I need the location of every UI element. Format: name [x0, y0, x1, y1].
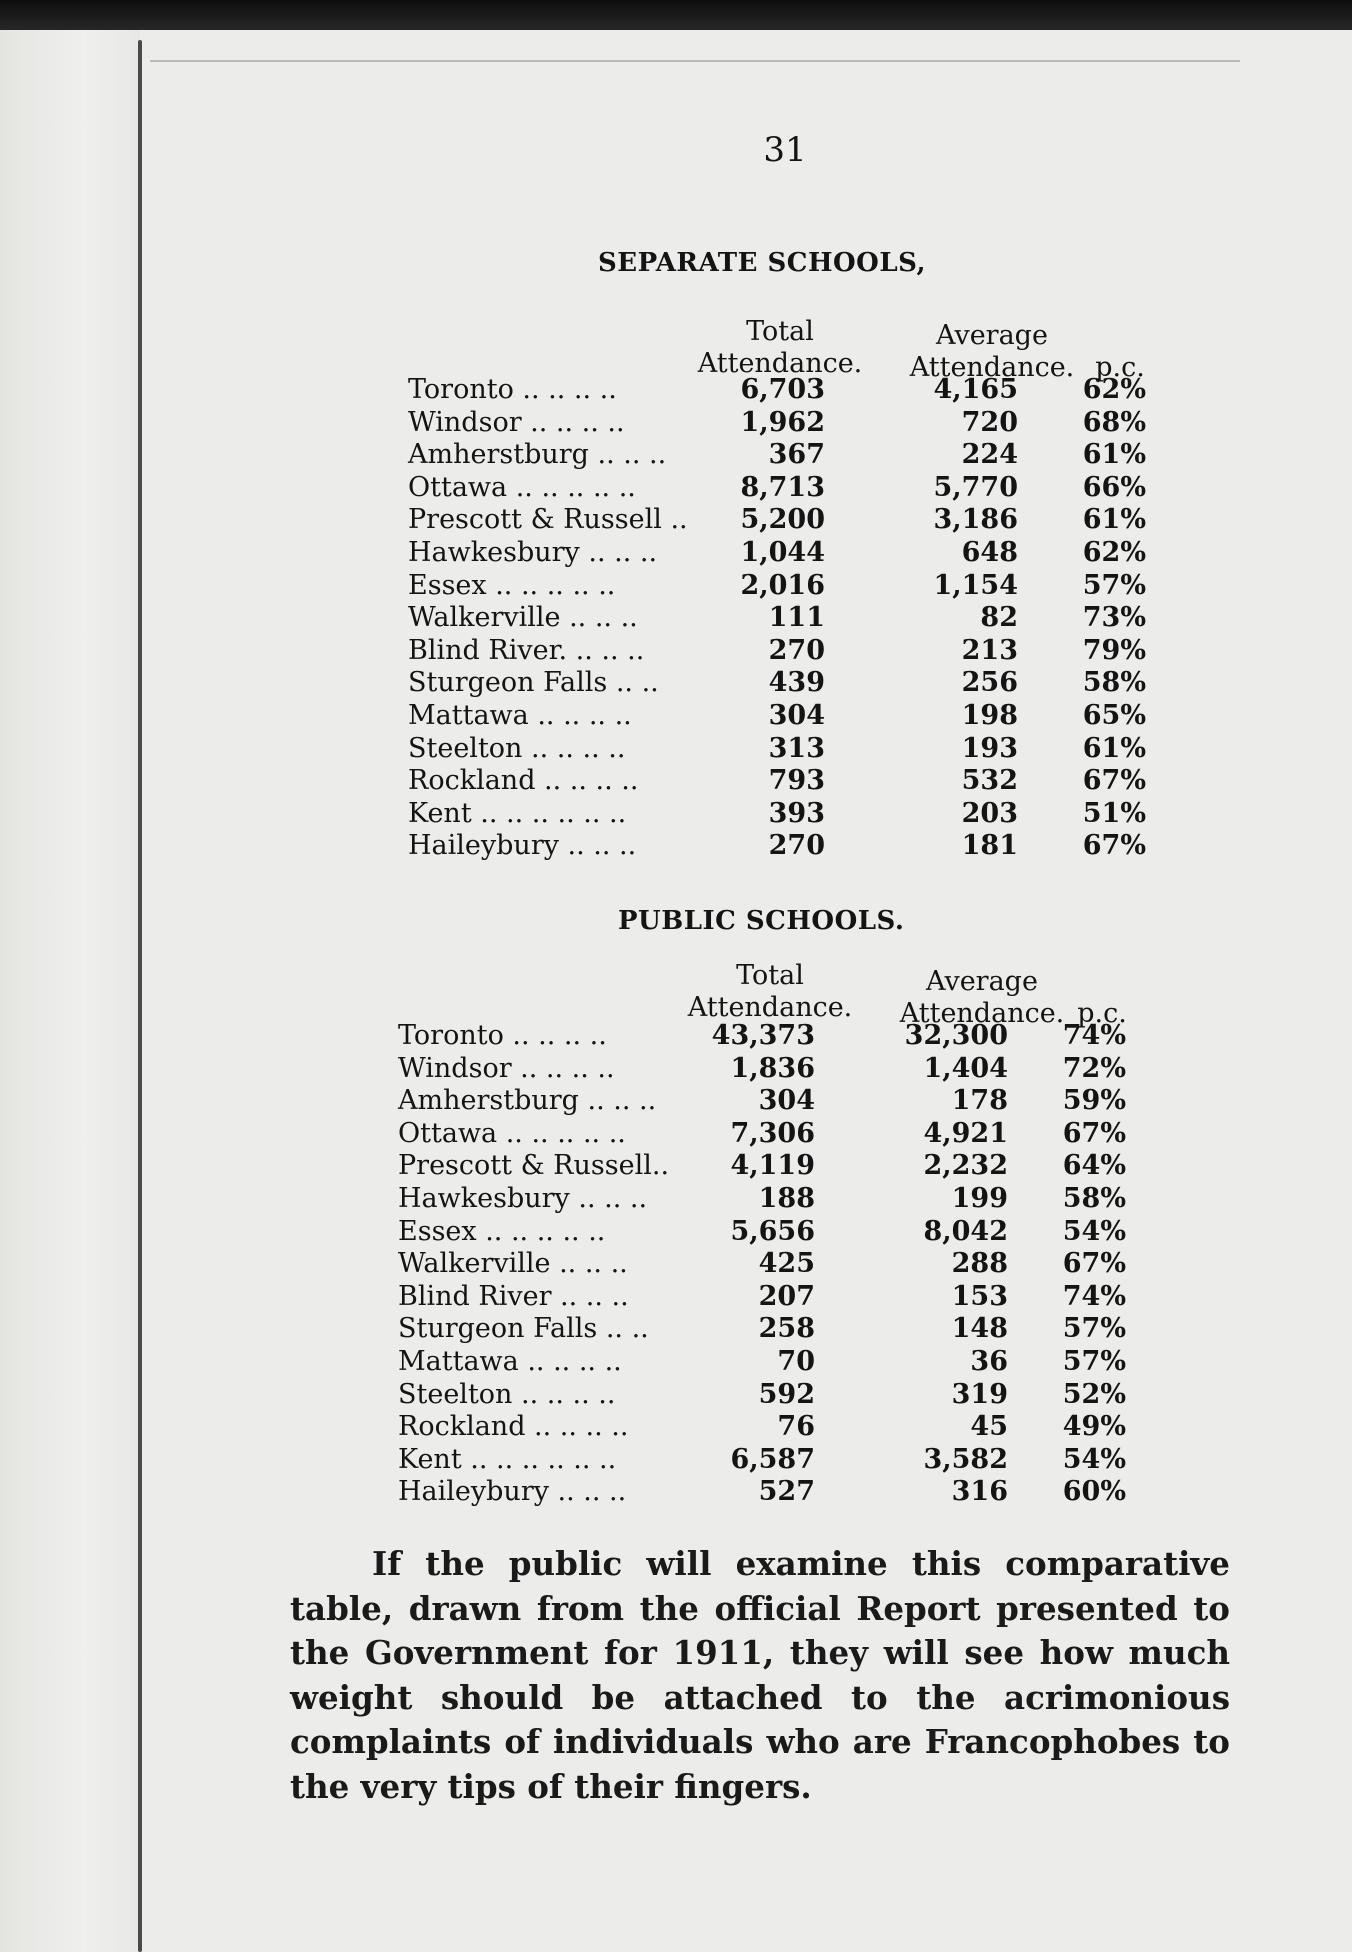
separate-name-cell: Haileybury .. .. .. [408, 830, 637, 862]
public-total-cell: 1,836 [730, 1052, 815, 1084]
separate-table-row [408, 504, 1158, 537]
public-table-row [398, 1476, 1148, 1509]
separate-avg-cell: 203 [961, 797, 1018, 829]
separate-pc-cell: 79% [1082, 634, 1146, 666]
separate-total-cell: 270 [768, 634, 825, 666]
separate-avg-cell: 82 [980, 602, 1018, 634]
public-table-row [398, 1053, 1148, 1086]
public-avg-cell: 316 [951, 1476, 1008, 1508]
public-total-cell: 70 [777, 1345, 815, 1377]
separate-total-cell: 5,200 [740, 504, 825, 536]
separate-pc-cell: 68% [1082, 406, 1146, 438]
separate-pc-cell: 51% [1082, 797, 1146, 829]
public-name-cell: Walkerville .. .. .. [398, 1248, 628, 1280]
separate-pc-cell: 66% [1082, 471, 1146, 503]
separate-name-cell: Mattawa .. .. .. .. [408, 699, 632, 731]
public-pc-cell: 59% [1062, 1085, 1126, 1117]
public-total-cell: 6,587 [730, 1443, 815, 1475]
separate-total-cell: 367 [768, 439, 825, 471]
public-table-row [398, 1183, 1148, 1216]
public-pc-cell: 57% [1062, 1313, 1126, 1345]
public-avg-cell: 1,404 [923, 1052, 1008, 1084]
separate-avg-cell: 5,770 [933, 471, 1018, 503]
page-edge-line [150, 60, 1240, 62]
separate-avg-cell: 181 [961, 830, 1018, 862]
separate-name-cell: Amherstburg .. .. .. [408, 439, 667, 471]
public-avg-cell: 148 [951, 1313, 1008, 1345]
separate-table-row [408, 602, 1158, 635]
public-table-row [398, 1346, 1148, 1379]
separate-table-row [408, 407, 1158, 440]
separate-pc-cell: 73% [1082, 602, 1146, 634]
separate-average-header-line1: Average [936, 320, 1048, 351]
public-name-cell: Haileybury .. .. .. [398, 1476, 627, 1508]
separate-table-row [408, 635, 1158, 668]
separate-name-cell: Windsor .. .. .. .. [408, 406, 625, 438]
separate-table-row [408, 733, 1158, 766]
public-pc-cell: 74% [1062, 1020, 1126, 1051]
public-avg-cell: 32,300 [904, 1020, 1008, 1051]
separate-total-cell: 393 [768, 797, 825, 829]
public-avg-cell: 199 [951, 1182, 1008, 1214]
public-total-cell: 592 [758, 1378, 815, 1410]
public-total-cell: 188 [758, 1182, 815, 1214]
separate-name-cell: Steelton .. .. .. .. [408, 732, 626, 764]
public-total-header-line2: Attendance. [687, 992, 853, 1023]
separate-avg-cell: 4,165 [933, 374, 1018, 405]
separate-name-cell: Walkerville .. .. .. [408, 602, 638, 634]
public-name-cell: Essex .. .. .. .. .. [398, 1215, 606, 1247]
separate-total-cell: 6,703 [740, 374, 825, 405]
public-pc-cell: 72% [1062, 1052, 1126, 1084]
separate-pc-cell: 61% [1082, 439, 1146, 471]
public-pc-cell: 60% [1062, 1476, 1126, 1508]
separate-total-cell: 111 [768, 602, 825, 634]
public-schools-title: PUBLIC SCHOOLS. [618, 906, 905, 936]
separate-name-cell: Toronto .. .. .. .. [408, 374, 617, 405]
separate-table-row [408, 798, 1158, 831]
separate-pc-header: p.c. [1095, 352, 1145, 383]
separate-name-cell: Kent .. .. .. .. .. .. [408, 797, 627, 829]
separate-schools-title: SEPARATE SCHOOLS, [598, 248, 927, 278]
separate-avg-cell: 648 [961, 536, 1018, 568]
separate-avg-cell: 198 [961, 699, 1018, 731]
public-pc-cell: 74% [1062, 1280, 1126, 1312]
public-table-row [398, 1085, 1148, 1118]
separate-avg-cell: 193 [961, 732, 1018, 764]
separate-pc-cell: 65% [1082, 699, 1146, 731]
separate-total-header-line2: Attendance. [697, 348, 863, 379]
public-name-cell: Sturgeon Falls .. .. [398, 1313, 649, 1345]
public-name-cell: Windsor .. .. .. .. [398, 1052, 615, 1084]
public-total-header [680, 960, 860, 1024]
public-total-cell: 43,373 [711, 1020, 815, 1051]
public-pc-cell: 54% [1062, 1443, 1126, 1475]
separate-pc-cell: 57% [1082, 569, 1146, 601]
separate-total-header [690, 316, 870, 380]
separate-schools-table [408, 374, 1158, 863]
public-pc-cell: 57% [1062, 1345, 1126, 1377]
separate-pc-cell: 62% [1082, 374, 1146, 405]
separate-table-row [408, 537, 1158, 570]
public-pc-cell: 67% [1062, 1248, 1126, 1280]
separate-pc-cell: 58% [1082, 667, 1146, 699]
separate-avg-cell: 720 [961, 406, 1018, 438]
public-pc-cell: 64% [1062, 1150, 1126, 1182]
separate-pc-cell: 62% [1082, 536, 1146, 568]
public-schools-table [398, 1020, 1148, 1509]
separate-name-cell: Rockland .. .. .. .. [408, 765, 639, 797]
public-table-row [398, 1118, 1148, 1151]
separate-total-cell: 270 [768, 830, 825, 862]
separate-name-cell: Blind River. .. .. .. [408, 634, 645, 666]
separate-table-row [408, 439, 1158, 472]
public-avg-cell: 288 [951, 1248, 1008, 1280]
public-table-row [398, 1379, 1148, 1412]
public-table-row [398, 1150, 1148, 1183]
separate-table-row [408, 472, 1158, 505]
public-total-cell: 7,306 [730, 1117, 815, 1149]
public-total-header-line1: Total [736, 960, 804, 991]
public-total-cell: 258 [758, 1313, 815, 1345]
public-table-row [398, 1020, 1148, 1053]
separate-total-header-line1: Total [746, 316, 814, 347]
public-avg-cell: 319 [951, 1378, 1008, 1410]
public-avg-cell: 3,582 [923, 1443, 1008, 1475]
public-average-header-line2: Attendance. [899, 998, 1065, 1029]
separate-total-cell: 1,962 [740, 406, 825, 438]
separate-avg-cell: 213 [961, 634, 1018, 666]
public-avg-cell: 36 [970, 1345, 1008, 1377]
public-name-cell: Mattawa .. .. .. .. [398, 1345, 622, 1377]
separate-total-cell: 2,016 [740, 569, 825, 601]
book-spine [138, 40, 142, 1952]
public-name-cell: Prescott & Russell.. [398, 1150, 670, 1182]
public-avg-cell: 8,042 [923, 1215, 1008, 1247]
public-total-cell: 527 [758, 1476, 815, 1508]
separate-avg-cell: 3,186 [933, 504, 1018, 536]
separate-avg-cell: 1,154 [933, 569, 1018, 601]
public-pc-header: p.c. [1077, 998, 1127, 1029]
public-name-cell: Steelton .. .. .. .. [398, 1378, 616, 1410]
separate-name-cell: Sturgeon Falls .. .. [408, 667, 659, 699]
page-number: 31 [763, 130, 807, 170]
public-name-cell: Kent .. .. .. .. .. .. [398, 1443, 617, 1475]
public-pc-cell: 49% [1062, 1411, 1126, 1443]
separate-avg-cell: 256 [961, 667, 1018, 699]
separate-table-row [408, 830, 1158, 863]
public-table-row [398, 1313, 1148, 1346]
separate-name-cell: Essex .. .. .. .. .. [408, 569, 616, 601]
separate-name-cell: Hawkesbury .. .. .. [408, 536, 658, 568]
separate-name-cell: Prescott & Russell .. [408, 504, 688, 536]
public-avg-cell: 153 [951, 1280, 1008, 1312]
scan-border [0, 0, 1352, 34]
separate-total-cell: 1,044 [740, 536, 825, 568]
public-table-row [398, 1281, 1148, 1314]
public-total-cell: 5,656 [730, 1215, 815, 1247]
public-table-row [398, 1216, 1148, 1249]
public-pc-cell: 52% [1062, 1378, 1126, 1410]
separate-total-cell: 304 [768, 699, 825, 731]
separate-table-row [408, 700, 1158, 733]
public-avg-cell: 4,921 [923, 1117, 1008, 1149]
separate-table-row [408, 667, 1158, 700]
page-gutter [0, 30, 140, 1952]
separate-avg-cell: 224 [961, 439, 1018, 471]
separate-total-cell: 313 [768, 732, 825, 764]
public-avg-cell: 2,232 [923, 1150, 1008, 1182]
separate-table-row [408, 374, 1158, 407]
public-total-cell: 4,119 [730, 1150, 815, 1182]
public-pc-cell: 54% [1062, 1215, 1126, 1247]
public-total-cell: 425 [758, 1248, 815, 1280]
separate-pc-cell: 61% [1082, 504, 1146, 536]
public-avg-cell: 45 [970, 1411, 1008, 1443]
public-total-cell: 207 [758, 1280, 815, 1312]
public-name-cell: Toronto .. .. .. .. [398, 1020, 607, 1051]
separate-pc-cell: 67% [1082, 830, 1146, 862]
separate-average-header-line2: Attendance. [909, 352, 1075, 383]
public-total-cell: 76 [777, 1411, 815, 1443]
closing-paragraph-text: If the public will examine this comparative table, drawn from the official Report presented to the Government for 1911, they will see how much weight should be attached to the acrimonious complaints of individuals who are Francophobes to the very tips of their fingers. [290, 1544, 1230, 1806]
separate-total-cell: 8,713 [740, 471, 825, 503]
separate-total-cell: 439 [768, 667, 825, 699]
separate-pc-cell: 61% [1082, 732, 1146, 764]
public-total-cell: 304 [758, 1085, 815, 1117]
separate-avg-cell: 532 [961, 765, 1018, 797]
separate-name-cell: Ottawa .. .. .. .. .. [408, 471, 636, 503]
public-table-row [398, 1248, 1148, 1281]
public-pc-cell: 58% [1062, 1182, 1126, 1214]
public-name-cell: Rockland .. .. .. .. [398, 1411, 629, 1443]
separate-total-cell: 793 [768, 765, 825, 797]
public-table-row [398, 1444, 1148, 1477]
public-pc-cell: 67% [1062, 1117, 1126, 1149]
public-avg-cell: 178 [951, 1085, 1008, 1117]
public-name-cell: Ottawa .. .. .. .. .. [398, 1117, 626, 1149]
public-average-header-line1: Average [926, 966, 1038, 997]
separate-table-row [408, 765, 1158, 798]
public-name-cell: Blind River .. .. .. [398, 1280, 629, 1312]
public-table-row [398, 1411, 1148, 1444]
closing-paragraph [290, 1542, 1230, 1809]
separate-table-row [408, 570, 1158, 603]
separate-pc-cell: 67% [1082, 765, 1146, 797]
public-name-cell: Hawkesbury .. .. .. [398, 1182, 648, 1214]
public-name-cell: Amherstburg .. .. .. [398, 1085, 657, 1117]
